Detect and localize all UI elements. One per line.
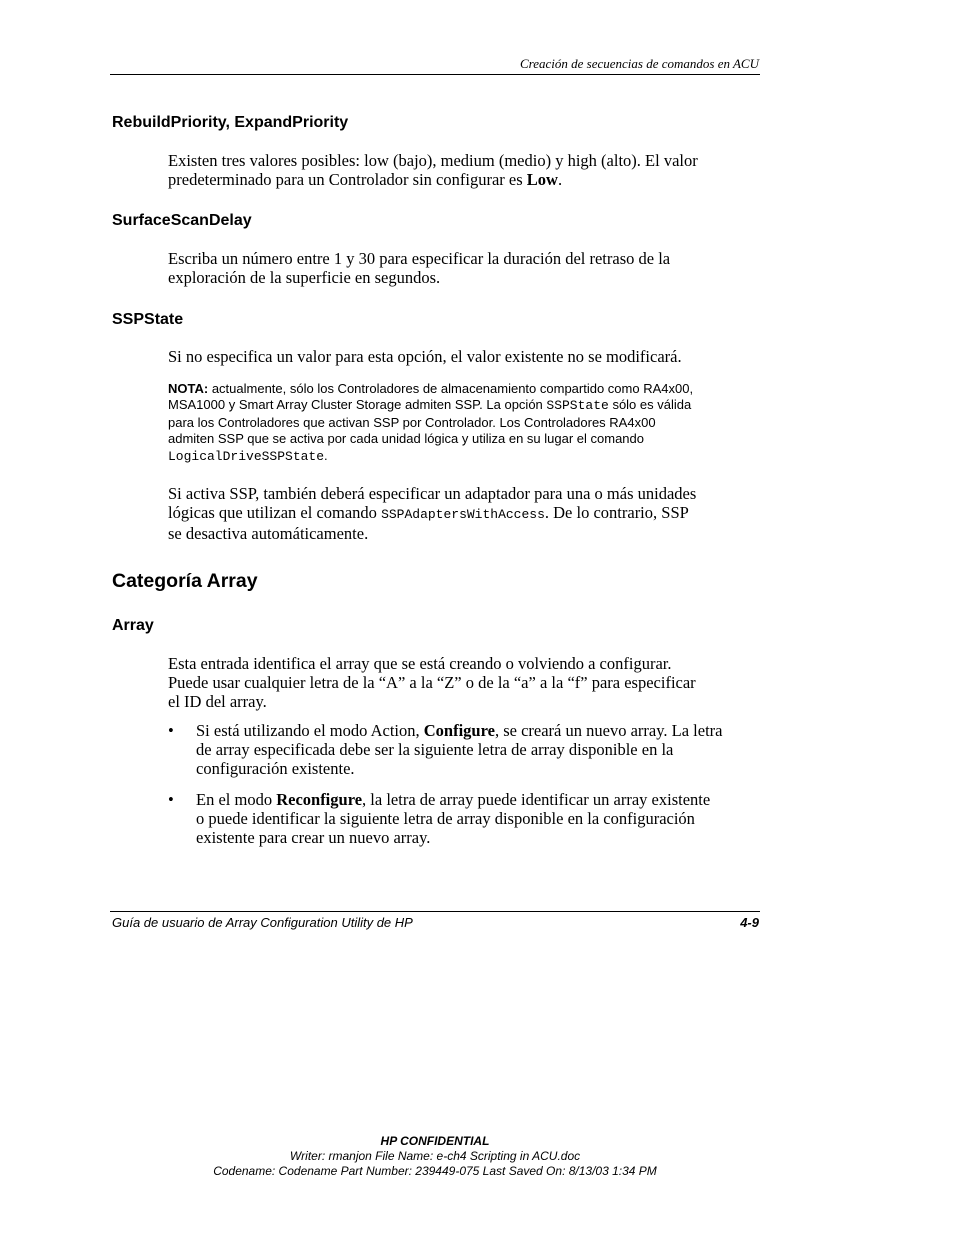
header-rule [110,74,760,75]
note-block [168,381,758,465]
rebuild-text-end: . [557,170,563,189]
surface-paragraph [168,249,758,287]
rebuild-text-1: Existen tres valores posibles: low (bajo), medium (medio) y high (alto). El valor [168,151,698,170]
ssp-after-code: SSPAdaptersWithAccess [381,507,545,522]
bullet-marker: • [168,721,174,740]
surface-text-1: Escriba un número entre 1 y 30 para especificar la duración del retraso de la [168,249,671,268]
array-text-1: Esta entrada identifica el array que se está creando o volviendo a configurar. [168,654,672,673]
note-code-logicaldrive: LogicalDriveSSPState [168,448,325,464]
surface-text-2: exploración de la superficie en segundos. [168,268,441,287]
note-line-5-end: . [324,447,328,463]
codename-line: Codename: Codename Part Number: 239449-075 Last Saved On: 8/13/03 1:34 PM [213,1164,657,1178]
footer-title: Guía de usuario de Array Configuration Utility de HP [112,915,413,930]
writer-line: Writer: rmanjon File Name: e-ch4 Scripting in ACU.doc [289,1149,581,1163]
heading-sspstate: SSPState [112,311,184,328]
page-number: 4-9 [740,915,759,930]
bullet-pre: En el modo [196,790,277,809]
ssp-after-paragraph [168,484,758,543]
bullet-bold-configure: Configure [423,721,495,740]
bullet-line-2: o puede identificar la siguiente letra de array disponible en la configuración [196,809,695,828]
bullet-line-3: configuración existente. [196,759,355,778]
note-line-4: admiten SSP que se activa por cada unidad lógica y utiliza en su lugar el comando [168,431,644,447]
bullet-bold-reconfigure: Reconfigure [276,790,363,809]
ssp-after-2b: . De lo contrario, SSP [544,503,689,522]
note-label: NOTA: [168,381,209,396]
ssp-after-1: Si activa SSP, también deberá especificar un adaptador para una o más unidades [168,484,697,503]
ssp-after-3: se desactiva automáticamente. [168,524,369,543]
bullet-post: , la letra de array puede identificar un array existente [362,790,711,809]
note-line-1: actualmente, sólo los Controladores de almacenamiento compartido como RA4x00, [208,381,694,396]
bullet-text [196,721,758,778]
ssp-paragraph: Si no especifica un valor para esta opción, el valor existente no se modificará. [168,347,682,366]
heading-array: Array [112,617,154,634]
footer-rule [110,911,760,912]
confidential-label: HP CONFIDENTIAL [380,1134,490,1148]
array-text-3: el ID del array. [168,692,267,711]
rebuild-text-2: predeterminado para un Controlador sin configurar es [168,170,527,189]
note-code-sspstate: SSPState [546,398,609,414]
bullet-pre: Si está utilizando el modo Action, [196,721,424,740]
bullet-line-2: de array especificada debe ser la siguiente letra de array disponible en la [196,740,674,759]
note-line-2a: MSA1000 y Smart Array Cluster Storage admiten SSP. La opción [168,397,547,413]
bullet-text [196,790,758,847]
bullet-line-3: existente para crear un nuevo array. [196,828,431,847]
heading-rebuildpriority: RebuildPriority, ExpandPriority [112,114,349,131]
bullet-post: , se creará un nuevo array. La letra [494,721,723,740]
bullet-marker: • [168,790,174,809]
note-line-2b: sólo es válida [608,397,692,413]
running-header: Creación de secuencias de comandos en ACU [519,56,759,71]
rebuild-paragraph [168,151,758,189]
heading-categoria-array: Categoría Array [112,570,258,592]
rebuild-low-value: Low [526,170,558,189]
array-text-2: Puede usar cualquier letra de la “A” a la “Z” o de la “a” a la “f” para especificar [168,673,696,692]
array-paragraph [168,654,758,711]
heading-surfacescandelay: SurfaceScanDelay [112,212,252,229]
note-line-3: para los Controladores que activan SSP por Controlador. Los Controladores RA4x00 [168,414,656,430]
ssp-after-2a: lógicas que utilizan el comando [168,503,382,522]
